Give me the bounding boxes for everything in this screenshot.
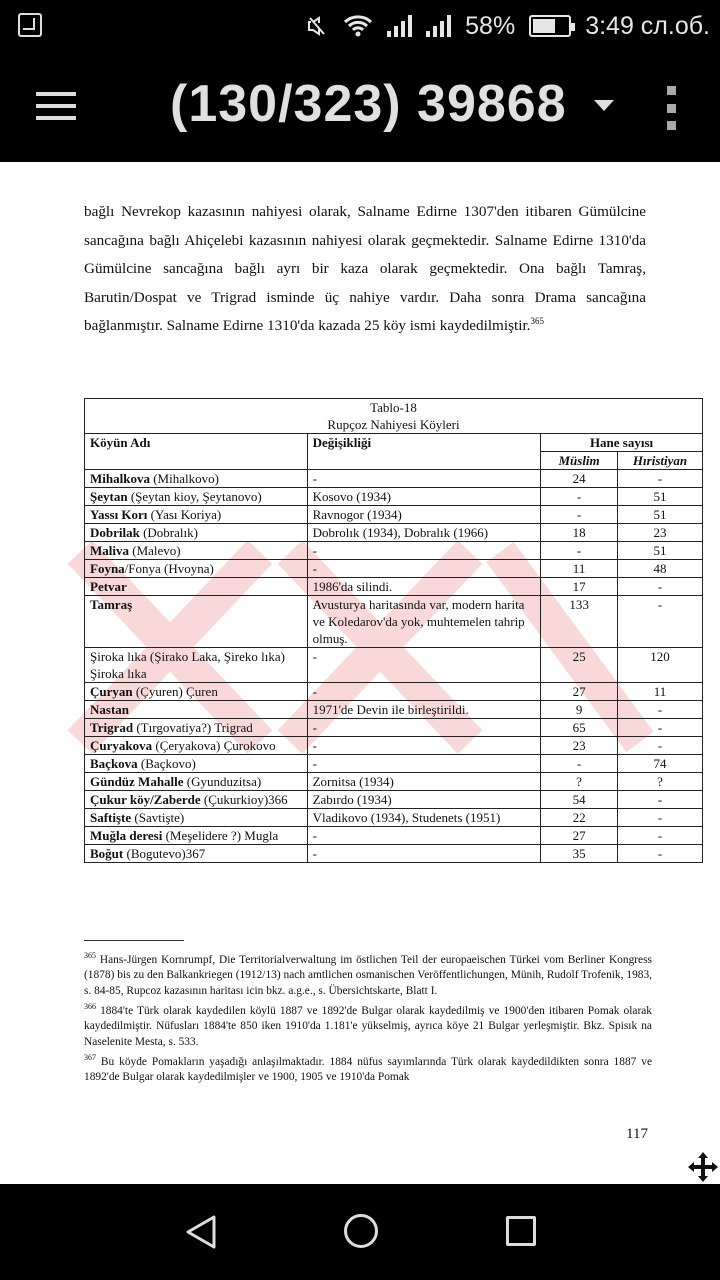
christian-cell: 11: [618, 683, 703, 701]
muslim-cell: ?: [541, 773, 618, 791]
change-cell: Avusturya haritasında var, modern harita ve Koledarov'da yok, muhtemelen tahrip olmuş.: [307, 596, 541, 648]
muslim-cell: 27: [541, 683, 618, 701]
change-cell: Ravnogor (1934): [307, 506, 541, 524]
village-name-bold: Çuryakova: [90, 738, 153, 753]
village-name-rest: (Malevo): [129, 543, 181, 558]
footnote-366: [84, 999, 652, 1050]
christian-cell: 120: [618, 648, 703, 683]
village-name-rest: (Gyunduzitsa): [183, 774, 262, 789]
footnote-number: 367: [84, 1053, 96, 1063]
village-name-rest: (Bogutevo)367: [123, 846, 206, 861]
village-name-bold: Yassı Korı: [90, 507, 148, 522]
village-name-rest: (Tırgovatiya?) Trigrad: [133, 720, 253, 735]
table-row: [85, 791, 703, 809]
header-christian: Hıristiyan: [618, 452, 703, 470]
muslim-cell: 65: [541, 719, 618, 737]
move-icon[interactable]: [686, 1150, 720, 1184]
table-row: [85, 845, 703, 863]
christian-cell: -: [618, 701, 703, 719]
chevron-down-icon[interactable]: [594, 100, 614, 111]
muslim-cell: -: [541, 542, 618, 560]
battery-percent: 58%: [465, 11, 516, 40]
christian-cell: -: [618, 470, 703, 488]
change-cell: -: [307, 845, 541, 863]
village-cell: [85, 488, 308, 506]
footnote-text: 1884'te Türk olarak kaydedilen köylü 1887 ve 1892'de Bulgar olarak kaydedilmiş ve 1900'den itibaren Pomak olarak kaydedilmiştir. Nüfusları 1884'te 850 iken 1910'da 1.181'e yükselmiş, ayrıca köye 21 Bulgar yerleşmiştir. Bkz. Spisık na Naselenite Mesta, s. 533.: [84, 1004, 652, 1048]
change-cell: -: [307, 827, 541, 845]
village-name-rest: (Savtişte): [131, 810, 185, 825]
christian-cell: -: [618, 791, 703, 809]
muslim-cell: 9: [541, 701, 618, 719]
muslim-cell: 17: [541, 578, 618, 596]
village-cell: [85, 578, 308, 596]
change-cell: -: [307, 755, 541, 773]
villages-table: [84, 398, 703, 863]
village-name-bold: Petvar: [90, 579, 127, 594]
village-cell: [85, 737, 308, 755]
table-row: [85, 809, 703, 827]
village-name-bold: Boğut: [90, 846, 124, 861]
table-caption-line2: Rupçoz Nahiyesi Köyleri: [327, 417, 460, 432]
village-name-rest: (Çukurkioy)366: [200, 792, 288, 807]
table-row: [85, 755, 703, 773]
village-cell: [85, 809, 308, 827]
back-icon[interactable]: [184, 1214, 218, 1250]
village-name-bold: Gündüz Mahalle: [90, 774, 184, 789]
muslim-cell: 18: [541, 524, 618, 542]
change-cell: Vladikovo (1934), Studenets (1951): [307, 809, 541, 827]
muslim-cell: 22: [541, 809, 618, 827]
footnote-ref[interactable]: 365: [530, 315, 544, 326]
village-name-bold: Şeytan: [90, 489, 128, 504]
village-cell: [85, 701, 308, 719]
table-row: [85, 542, 703, 560]
table-caption-line1: Tablo-18: [370, 400, 417, 415]
christian-cell: 23: [618, 524, 703, 542]
christian-cell: 74: [618, 755, 703, 773]
wifi-icon: [343, 14, 373, 38]
table-row: [85, 683, 703, 701]
christian-cell: ?: [618, 773, 703, 791]
muslim-cell: -: [541, 488, 618, 506]
village-name-rest: (Dobralık): [139, 525, 198, 540]
village-name-bold: Mihalkova: [90, 471, 150, 486]
village-name-bold: Nastan: [90, 702, 130, 717]
village-cell: [85, 827, 308, 845]
more-options-icon[interactable]: [664, 86, 678, 130]
navigation-bar: [0, 1184, 720, 1280]
change-cell: -: [307, 719, 541, 737]
clock: 3:49 сл.об.: [585, 11, 710, 40]
muted-notifications-icon: [305, 14, 329, 38]
village-cell: [85, 470, 308, 488]
header-change: Değişikliği: [307, 434, 541, 470]
change-cell: Dobrolık (1934), Dobralık (1966): [307, 524, 541, 542]
village-cell: [85, 542, 308, 560]
village-name-bold: Tamraş: [90, 597, 133, 612]
christian-cell: 51: [618, 542, 703, 560]
village-name-bold: Maliva: [90, 543, 129, 558]
village-cell: [85, 648, 308, 683]
screenshot-notification-icon: [18, 13, 42, 37]
village-cell: [85, 596, 308, 648]
village-cell: [85, 845, 308, 863]
table-row: [85, 701, 703, 719]
village-name-rest: (Baçkovo): [137, 756, 196, 771]
footnote-367: [84, 1050, 652, 1086]
village-name-bold: Baçkova: [90, 756, 138, 771]
village-name-rest: /Fonya (Hvoyna): [124, 561, 214, 576]
muslim-cell: 24: [541, 470, 618, 488]
table-row: [85, 596, 703, 648]
village-name-rest: (Çeryakova) Çurokovo: [152, 738, 276, 753]
village-name-bold: Saftişte: [90, 810, 132, 825]
village-name-bold: Muğla deresi: [90, 828, 163, 843]
village-cell: [85, 683, 308, 701]
header-village: Köyün Adı: [85, 434, 308, 470]
footnote-number: 365: [84, 951, 96, 960]
change-cell: 1986'da silindi.: [307, 578, 541, 596]
table-body: [85, 470, 703, 863]
christian-cell: -: [618, 719, 703, 737]
table-row: [85, 827, 703, 845]
recent-apps-icon[interactable]: [506, 1216, 536, 1246]
menu-icon[interactable]: [36, 92, 76, 122]
village-name-rest: (Yası Koriya): [147, 507, 222, 522]
christian-cell: -: [618, 845, 703, 863]
village-name-rest: (Meşelidere ?) Mugla: [162, 828, 279, 843]
muslim-cell: 25: [541, 648, 618, 683]
table-row: [85, 737, 703, 755]
home-icon[interactable]: [344, 1214, 378, 1248]
christian-cell: 51: [618, 506, 703, 524]
change-cell: Kosovo (1934): [307, 488, 541, 506]
village-cell: [85, 791, 308, 809]
change-cell: -: [307, 683, 541, 701]
muslim-cell: -: [541, 506, 618, 524]
body-paragraph: [84, 198, 646, 341]
village-cell: [85, 755, 308, 773]
change-cell: -: [307, 542, 541, 560]
village-cell: [85, 524, 308, 542]
change-cell: Zornitsa (1934): [307, 773, 541, 791]
christian-cell: 51: [618, 488, 703, 506]
change-cell: -: [307, 648, 541, 683]
village-cell: [85, 560, 308, 578]
table-row: [85, 560, 703, 578]
muslim-cell: 35: [541, 845, 618, 863]
christian-cell: -: [618, 596, 703, 648]
muslim-cell: 23: [541, 737, 618, 755]
footnotes: [84, 948, 652, 1086]
muslim-cell: 54: [541, 791, 618, 809]
christian-cell: 48: [618, 560, 703, 578]
christian-cell: -: [618, 737, 703, 755]
table-row: [85, 578, 703, 596]
document-page[interactable]: [0, 162, 720, 1184]
muslim-cell: -: [541, 755, 618, 773]
muslim-cell: 27: [541, 827, 618, 845]
header-muslim: Müslim: [541, 452, 618, 470]
village-name-bold: Dobrilak: [90, 525, 140, 540]
muslim-cell: 11: [541, 560, 618, 578]
table-row: [85, 719, 703, 737]
change-cell: -: [307, 560, 541, 578]
footnote-365: [84, 948, 652, 999]
village-name-rest: (Çyuren) Çuren: [132, 684, 218, 699]
table-row: [85, 506, 703, 524]
change-cell: 1971'de Devin ile birleştirildi.: [307, 701, 541, 719]
village-cell: [85, 719, 308, 737]
christian-cell: -: [618, 809, 703, 827]
change-cell: -: [307, 470, 541, 488]
village-name-rest: (Mihalkovo): [149, 471, 219, 486]
body-paragraph-text: bağlı Nevrekop kazasının nahiyesi olarak, Salname Edirne 1307'den itibaren Gümülcine sancağına bağlı Ahiçelebi kazasının nahiyesi olarak geçmektedir. Salname Edirne 1310'da Gümülcine sancağına bağlı ayrı bir kaza olarak geçmektedir. Ona bağlı Tamraş, Barutin/Dospat ve Trigrad isminde üç nahiye vardır. Daha sonra Drama sancağına bağlanmıştır. Salname Edirne 1310'da kazada 25 köy ismi kaydedilmiştir.: [84, 203, 646, 334]
signal-icon: [387, 15, 412, 37]
header-households: Hane sayısı: [541, 434, 703, 452]
village-name-bold: Foyna: [90, 561, 125, 576]
table-row: [85, 773, 703, 791]
village-cell: [85, 506, 308, 524]
document-title[interactable]: (130/323) 39868: [170, 75, 567, 133]
footnote-divider: [84, 940, 184, 941]
village-name-bold: Trigrad: [90, 720, 134, 735]
muslim-cell: 133: [541, 596, 618, 648]
village-name-bold: Çuryan: [90, 684, 133, 699]
footnote-text: Bu köyde Pomakların yaşadığı anlaşılmaktadır. 1884 nüfus sayımlarında Türk olarak kaydedildikten sonra 1887 ve 1892'de Bulgar olarak kaydedilmişler ve 1900, 1905 ve 1910'da Pomak: [84, 1055, 652, 1084]
status-bar: [0, 0, 720, 52]
footnote-text: Hans-Jürgen Kornrumpf, Die Territorialverwaltung im östlichen Teil der europaeischen Türkei vom Berliner Kongress (1878) bis zu den Balkankriegen (1912/13) nach amtlichen osmanischen Veröffentlichungen, Münih, Rudolf Trofenik, 1983, s. 84-85, Rupcoz kazasının haritası icin bkz. a.g.e., s. Übersichtskarte, Blatt I.: [84, 953, 652, 997]
page-number: 117: [626, 1126, 648, 1142]
table-row: [85, 648, 703, 683]
table-row: [85, 470, 703, 488]
app-toolbar: [0, 52, 720, 162]
village-name-rest: Şiroka lıka (Şirako Laka, Şireko lıka) Şiroka lıka: [90, 649, 285, 681]
change-cell: Zabırdo (1934): [307, 791, 541, 809]
change-cell: -: [307, 737, 541, 755]
footnote-number: 366: [84, 1002, 96, 1012]
christian-cell: -: [618, 578, 703, 596]
table-row: [85, 488, 703, 506]
table-row: [85, 524, 703, 542]
table-caption: [85, 399, 703, 434]
village-cell: [85, 773, 308, 791]
battery-icon: [529, 15, 571, 37]
village-name-rest: (Şeytan kioy, Şeytanovo): [127, 489, 262, 504]
village-name-bold: Çukur köy/Zaberde: [90, 792, 201, 807]
signal-icon-2: [426, 15, 451, 37]
christian-cell: -: [618, 827, 703, 845]
